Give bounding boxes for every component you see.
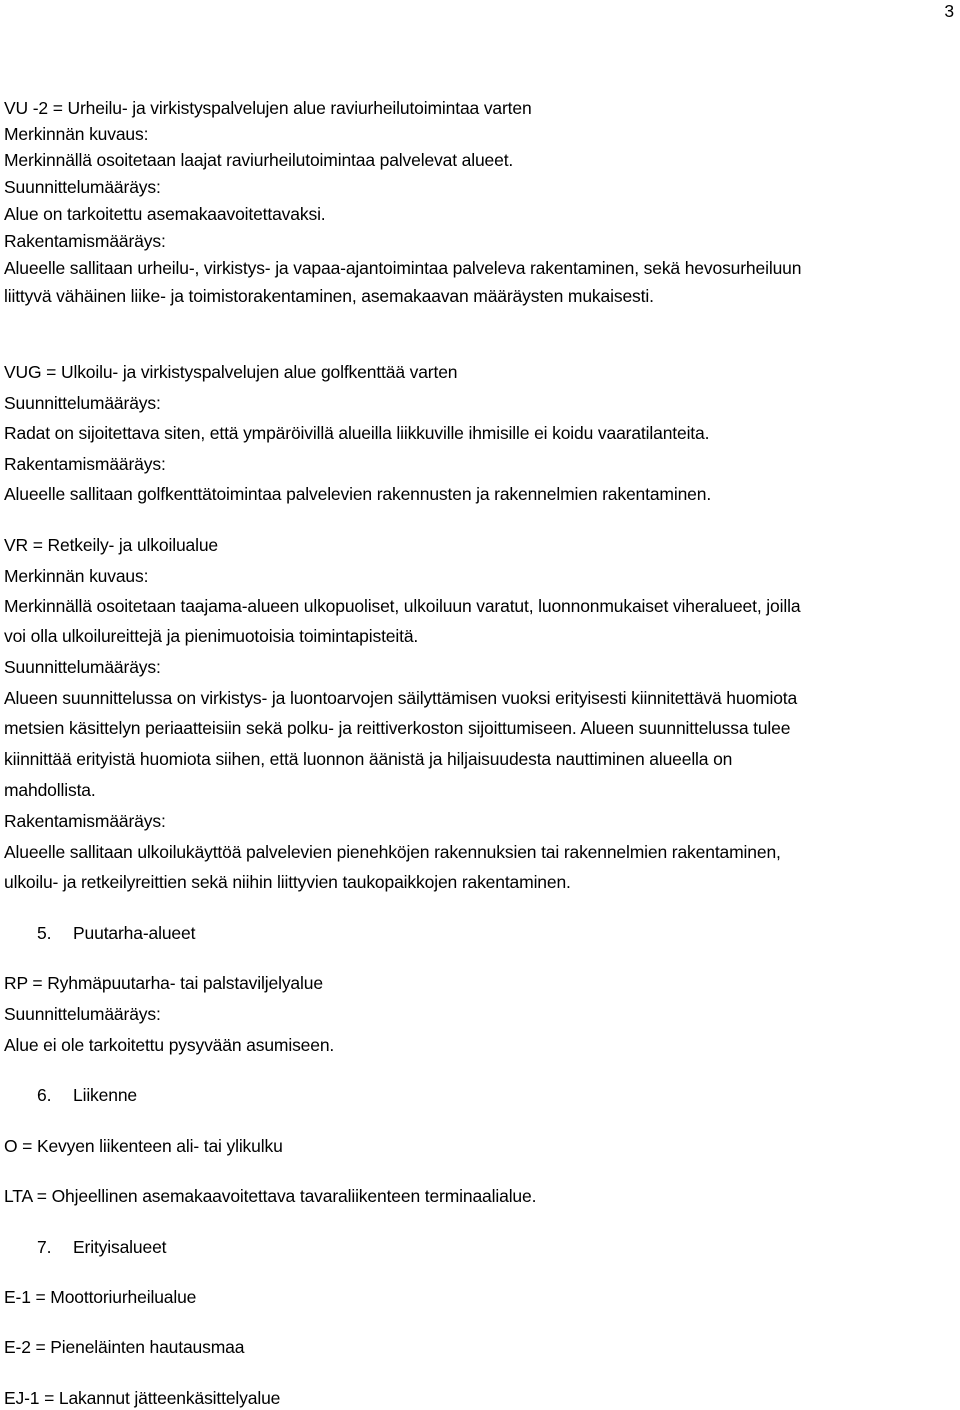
vr-plan-label: Suunnittelumääräys: [4, 657, 161, 677]
vr-plan-line: mahdollista. [4, 780, 96, 800]
section-6-title: Liikenne [73, 1085, 137, 1105]
vu2-title: VU -2 = Urheilu- ja virkistyspalvelujen alue raviurheilutoimintaa varten [4, 98, 532, 118]
vr-plan-line: metsien käsittelyn periaatteisiin sekä polku- ja reittiverkoston sijoittumiseen. Alueen suunnittelussa tulee [4, 718, 791, 738]
e1-entry: E-1 = Moottoriurheilualue [4, 1287, 197, 1307]
vug-build-label: Rakentamismääräys: [4, 454, 166, 474]
vu2-description-label: Merkinnän kuvaus: [4, 124, 149, 144]
vu2-description: Merkinnällä osoitetaan laajat raviurheilutoimintaa palvelevat alueet. [4, 150, 514, 170]
vu2-build-label: Rakentamismääräys: [4, 231, 166, 251]
lta-entry: LTA = Ohjeellinen asemakaavoitettava tavaraliikenteen terminaalialue. [4, 1186, 537, 1206]
vr-plan-line: Alueen suunnittelussa on virkistys- ja luontoarvojen säilyttämisen vuoksi erityisesti kiinnitettävä huomiota [4, 688, 798, 708]
vr-title: VR = Retkeily- ja ulkoilualue [4, 535, 219, 555]
ej1-entry: EJ-1 = Lakannut jätteenkäsittelyalue [4, 1388, 281, 1408]
vr-build-line: Alueelle sallitaan ulkoilukäyttöä palvelevien pienehköjen rakennuksien tai rakennelmien rakentaminen, [4, 842, 781, 862]
vr-build-line: ulkoilu- ja retkeilyreittien sekä niihin liittyvien taukopaikkojen rakentaminen. [4, 872, 571, 892]
vr-description-label: Merkinnän kuvaus: [4, 566, 149, 586]
section-6-number: 6. [37, 1085, 52, 1105]
rp-plan: Alue ei ole tarkoitettu pysyvään asumiseen. [4, 1035, 335, 1055]
vr-build-label: Rakentamismääräys: [4, 811, 166, 831]
section-7-title: Erityisalueet [73, 1237, 167, 1257]
vug-build: Alueelle sallitaan golfkenttätoimintaa palvelevien rakennusten ja rakennelmien rakentaminen. [4, 484, 712, 504]
vu2-plan-label: Suunnittelumääräys: [4, 177, 161, 197]
vu2-build-line: Alueelle sallitaan urheilu-, virkistys- ja vapaa-ajantoimintaa palveleva rakentaminen, sekä hevosurheiluun [4, 258, 802, 278]
section-5-number: 5. [37, 923, 52, 943]
vug-plan: Radat on sijoitettava siten, että ympäröivillä alueilla liikkuville ihmisille ei koidu vaaratilanteita. [4, 423, 710, 443]
vug-title: VUG = Ulkoilu- ja virkistyspalvelujen alue golfkenttää varten [4, 362, 458, 382]
vr-description-line: voi olla ulkoilureittejä ja pienimuotoisia toimintapisteitä. [4, 626, 419, 646]
vr-description-line: Merkinnällä osoitetaan taajama-alueen ulkopuoliset, ulkoiluun varatut, luonnonmukaiset viheralueet, joilla [4, 596, 801, 616]
vr-plan-line: kiinnittää erityistä huomiota siihen, että luonnon äänistä ja hiljaisuudesta nauttiminen alueella on [4, 749, 733, 769]
section-7-number: 7. [37, 1237, 52, 1257]
vu2-build-line: liittyvä vähäinen liike- ja toimistorakentaminen, asemakaavan määräysten mukaisesti. [4, 286, 654, 306]
page-number: 3 [944, 1, 954, 21]
vug-plan-label: Suunnittelumääräys: [4, 393, 161, 413]
rp-plan-label: Suunnittelumääräys: [4, 1004, 161, 1024]
o-entry: O = Kevyen liikenteen ali- tai ylikulku [4, 1136, 283, 1156]
section-5-title: Puutarha-alueet [73, 923, 196, 943]
rp-title: RP = Ryhmäpuutarha- tai palstaviljelyalue [4, 973, 323, 993]
vu2-plan: Alue on tarkoitettu asemakaavoitettavaksi. [4, 204, 326, 224]
e2-entry: E-2 = Pieneläinten hautausmaa [4, 1337, 245, 1357]
